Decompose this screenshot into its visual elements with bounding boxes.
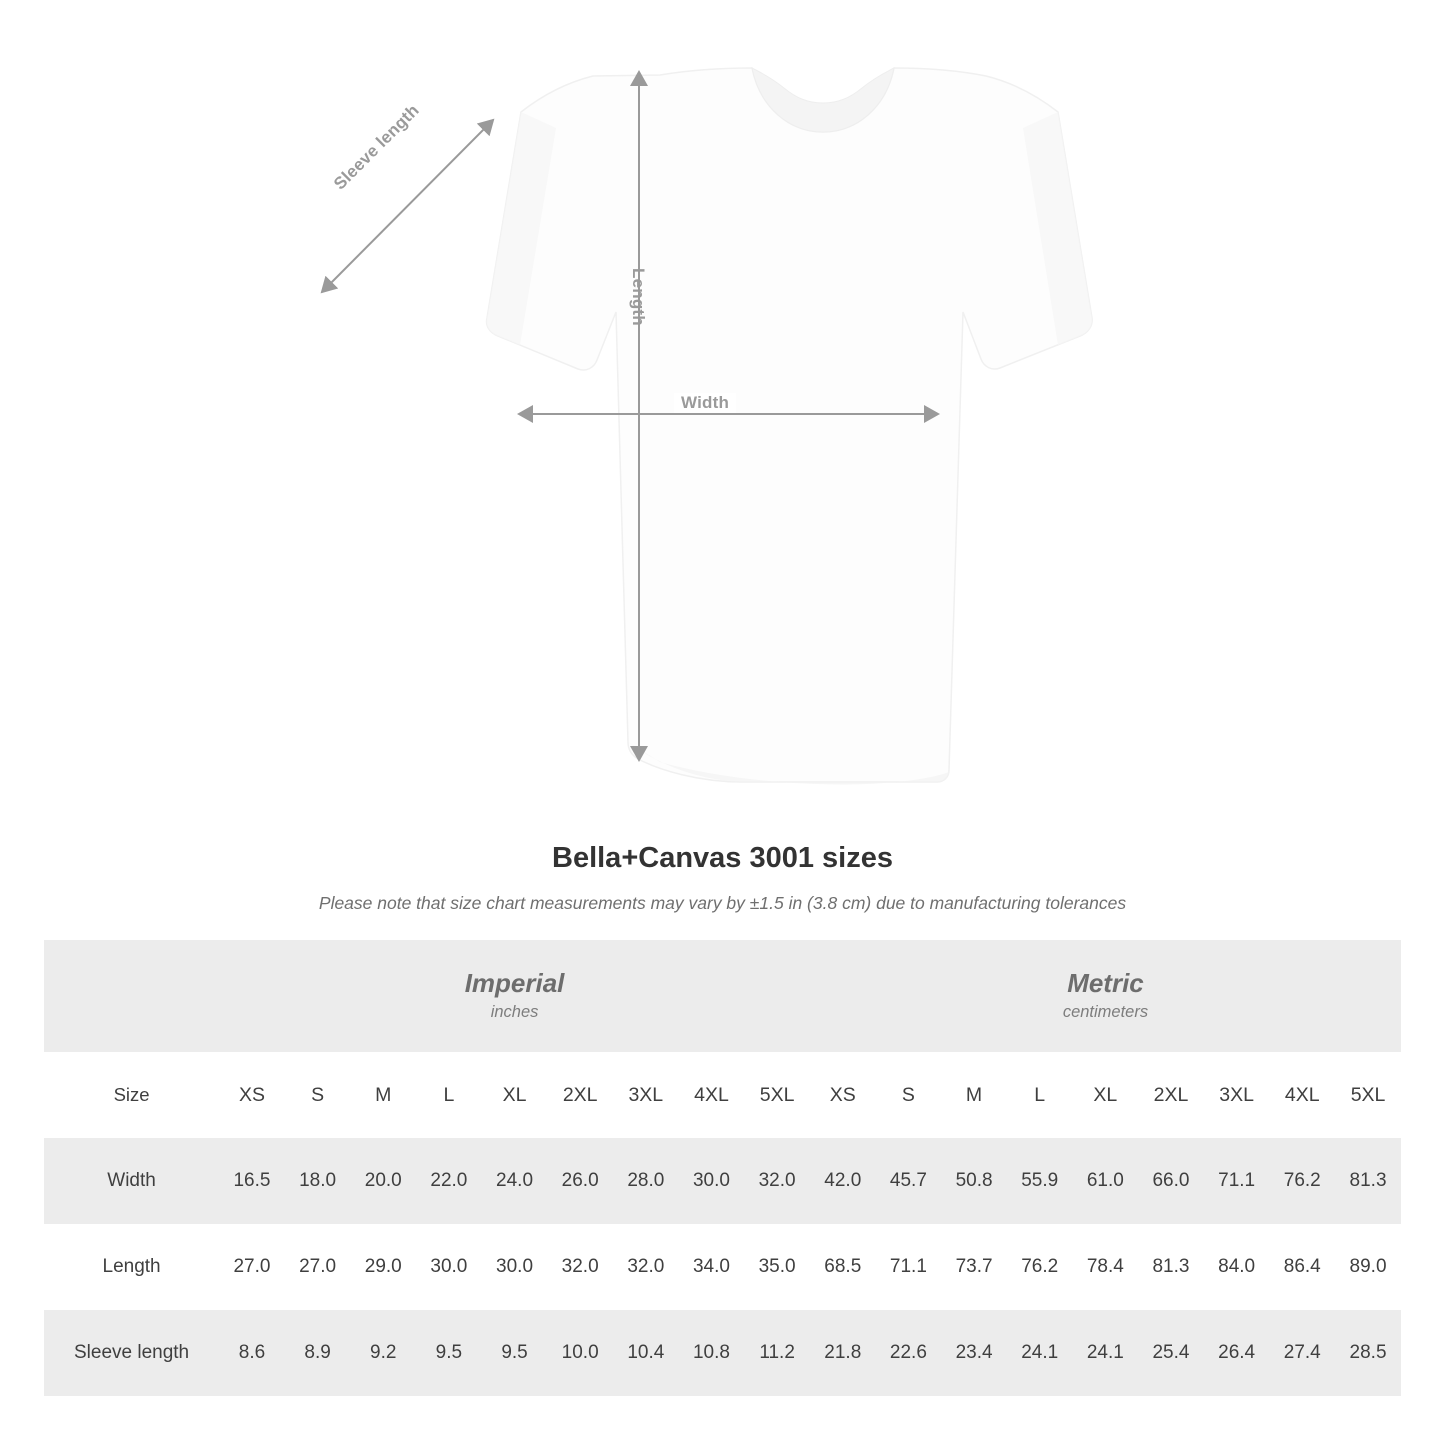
cell-sleeve-16: 27.4 <box>1269 1310 1335 1396</box>
size-header-row <box>44 1052 1401 1138</box>
cell-length-17: 89.0 <box>1335 1224 1401 1310</box>
size-table <box>44 940 1401 1396</box>
size-col-4xl-imp: 4XL <box>679 1052 745 1138</box>
cell-sleeve-2: 9.2 <box>350 1310 416 1396</box>
unit-imperial-sub: inches <box>490 1003 539 1022</box>
size-col-m-imp: M <box>350 1052 416 1138</box>
cell-sleeve-5: 10.0 <box>547 1310 613 1396</box>
cell-width-17: 81.3 <box>1335 1138 1401 1224</box>
unit-metric-name: Metric <box>1067 967 1144 998</box>
size-col-l-imp: L <box>416 1052 482 1138</box>
cell-length-7: 34.0 <box>679 1224 745 1310</box>
cell-width-0: 16.5 <box>219 1138 285 1224</box>
cell-width-8: 32.0 <box>744 1138 810 1224</box>
size-col-xl-met: XL <box>1073 1052 1139 1138</box>
cell-width-2: 20.0 <box>350 1138 416 1224</box>
cell-length-14: 81.3 <box>1138 1224 1204 1310</box>
cell-sleeve-6: 10.4 <box>613 1310 679 1396</box>
cell-sleeve-8: 11.2 <box>744 1310 810 1396</box>
unit-imperial-name: Imperial <box>464 967 565 998</box>
cell-width-7: 30.0 <box>679 1138 745 1224</box>
cell-width-1: 18.0 <box>285 1138 351 1224</box>
page-title: Bella+Canvas 3001 sizes <box>552 842 893 874</box>
cell-sleeve-9: 21.8 <box>810 1310 876 1396</box>
size-col-s-imp: S <box>285 1052 351 1138</box>
cell-sleeve-10: 22.6 <box>876 1310 942 1396</box>
cell-length-8: 35.0 <box>744 1224 810 1310</box>
cell-width-15: 71.1 <box>1204 1138 1270 1224</box>
cell-width-6: 28.0 <box>613 1138 679 1224</box>
cell-length-2: 29.0 <box>350 1224 416 1310</box>
size-col-xs-met: XS <box>810 1052 876 1138</box>
size-col-s-met: S <box>876 1052 942 1138</box>
table-row-width <box>44 1138 1401 1224</box>
cell-length-4: 30.0 <box>482 1224 548 1310</box>
cell-sleeve-3: 9.5 <box>416 1310 482 1396</box>
table-row-length <box>44 1224 1401 1310</box>
size-col-xl-imp: XL <box>482 1052 548 1138</box>
cell-length-5: 32.0 <box>547 1224 613 1310</box>
cell-length-6: 32.0 <box>613 1224 679 1310</box>
cell-width-11: 50.8 <box>941 1138 1007 1224</box>
cell-length-1: 27.0 <box>285 1224 351 1310</box>
unit-group-imperial <box>219 940 810 1052</box>
sleeve-length-arrow <box>322 120 493 292</box>
row-label-width: Width <box>44 1138 219 1224</box>
size-col-5xl-met: 5XL <box>1335 1052 1401 1138</box>
cell-length-16: 86.4 <box>1269 1224 1335 1310</box>
length-label: Length <box>629 268 648 326</box>
cell-sleeve-17: 28.5 <box>1335 1310 1401 1396</box>
unit-header-blank <box>44 940 219 1052</box>
sleeve-length-label: Sleeve length <box>330 100 423 194</box>
unit-header-row <box>44 940 1401 1052</box>
row-label-sleeve-length: Sleeve length <box>44 1310 219 1396</box>
size-col-2xl-met: 2XL <box>1138 1052 1204 1138</box>
size-col-3xl-imp: 3XL <box>613 1052 679 1138</box>
cell-width-16: 76.2 <box>1269 1138 1335 1224</box>
size-col-3xl-met: 3XL <box>1204 1052 1270 1138</box>
size-col-4xl-met: 4XL <box>1269 1052 1335 1138</box>
unit-group-metric <box>810 940 1401 1052</box>
size-header-label: Size <box>44 1052 219 1138</box>
cell-sleeve-4: 9.5 <box>482 1310 548 1396</box>
cell-sleeve-12: 24.1 <box>1007 1310 1073 1396</box>
cell-sleeve-11: 23.4 <box>941 1310 1007 1396</box>
size-col-5xl-imp: 5XL <box>744 1052 810 1138</box>
cell-length-13: 78.4 <box>1073 1224 1139 1310</box>
cell-sleeve-7: 10.8 <box>679 1310 745 1396</box>
cell-length-15: 84.0 <box>1204 1224 1270 1310</box>
unit-metric-sub: centimeters <box>1062 1003 1149 1022</box>
cell-width-9: 42.0 <box>810 1138 876 1224</box>
cell-width-5: 26.0 <box>547 1138 613 1224</box>
cell-width-14: 66.0 <box>1138 1138 1204 1224</box>
cell-sleeve-15: 26.4 <box>1204 1310 1270 1396</box>
width-label: Width <box>674 393 736 413</box>
cell-sleeve-13: 24.1 <box>1073 1310 1139 1396</box>
cell-width-13: 61.0 <box>1073 1138 1139 1224</box>
size-col-xs-imp: XS <box>219 1052 285 1138</box>
title-block <box>0 842 1445 914</box>
cell-sleeve-14: 25.4 <box>1138 1310 1204 1396</box>
size-table-wrap <box>44 940 1401 1396</box>
cell-width-10: 45.7 <box>876 1138 942 1224</box>
cell-width-3: 22.0 <box>416 1138 482 1224</box>
shirt-shape <box>487 68 1093 784</box>
size-col-2xl-imp: 2XL <box>547 1052 613 1138</box>
cell-sleeve-0: 8.6 <box>219 1310 285 1396</box>
cell-length-12: 76.2 <box>1007 1224 1073 1310</box>
cell-width-4: 24.0 <box>482 1138 548 1224</box>
cell-length-0: 27.0 <box>219 1224 285 1310</box>
tolerance-note: Please note that size chart measurements may vary by ±1.5 in (3.8 cm) due to manufacturing tolerances <box>318 893 1127 913</box>
cell-sleeve-1: 8.9 <box>285 1310 351 1396</box>
cell-length-9: 68.5 <box>810 1224 876 1310</box>
cell-length-10: 71.1 <box>876 1224 942 1310</box>
row-label-length: Length <box>44 1224 219 1310</box>
cell-length-3: 30.0 <box>416 1224 482 1310</box>
size-col-m-met: M <box>941 1052 1007 1138</box>
size-col-l-met: L <box>1007 1052 1073 1138</box>
table-row-sleeve-length <box>44 1310 1401 1396</box>
cell-width-12: 55.9 <box>1007 1138 1073 1224</box>
cell-length-11: 73.7 <box>941 1224 1007 1310</box>
